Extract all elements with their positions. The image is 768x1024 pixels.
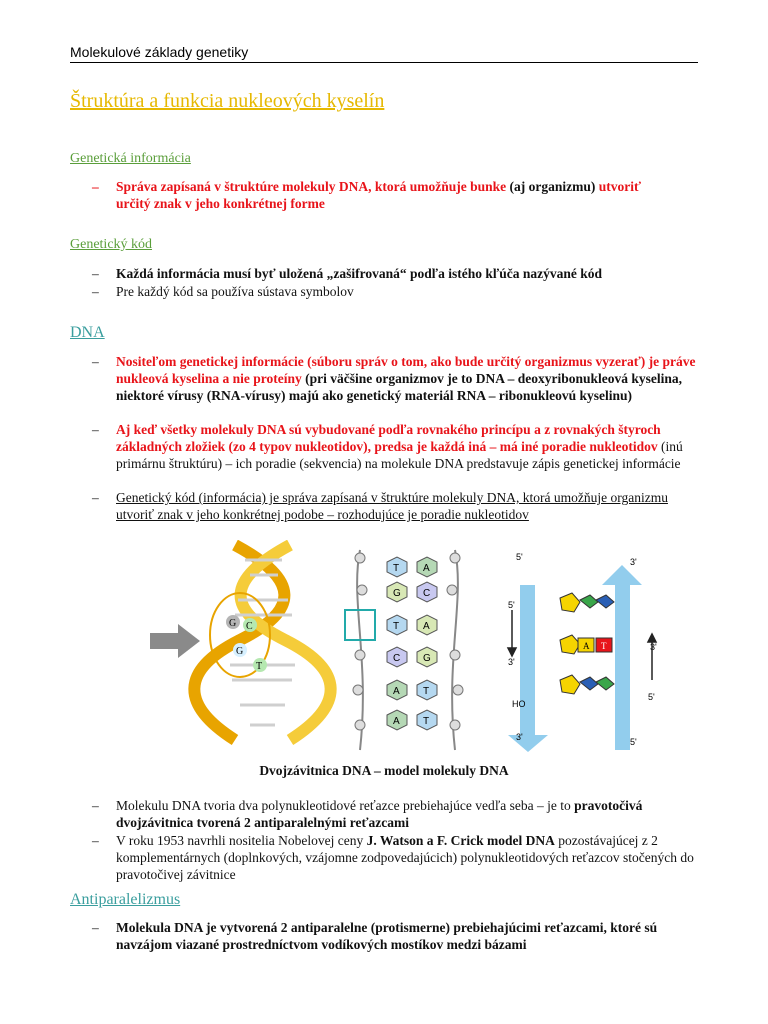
label-t: T [256,661,263,672]
label-3prime: 3' [650,642,657,652]
label-c: C [246,621,253,632]
label-t: T [393,621,400,632]
heading-antiparalelizmus: Antiparalelizmus [70,891,181,908]
label-a: A [393,686,400,697]
label-c: C [393,653,401,664]
figure-caption: Dvojzávitnica DNA – model molekuly DNA [259,763,509,778]
nucleotide-ladder [345,550,463,750]
page-header: Molekulové základy genetiky [70,44,249,60]
list-item [92,919,702,953]
label-t: T [601,641,607,651]
text-bold: J. Watson a F. Crick model DNA [366,833,555,848]
label-5prime: 5' [630,737,637,747]
text-red: Správa zapísaná v štruktúre molekuly DNA, ktorá umožňuje bunke [116,179,507,194]
item-text: Molekula DNA je vytvorená 2 antiparalelne (protismerne) prebiehajúcimi reťazcami, ktoré sú navzájom viazané prostredníctvom vodíkových mostíkov medzi bázami [116,920,658,952]
label-3prime: 3' [516,732,523,742]
text-bold: pravotočivá dvojzávitnica tvorená 2 antiparalelnými reťazcami [116,798,643,830]
heading-dna: DNA [70,324,105,341]
list-item [92,489,702,523]
label-a: A [393,716,400,727]
list-item [92,353,702,404]
bullet-dash: – [92,798,99,813]
label-g: G [236,646,244,657]
text-bold: (aj organizmu) [506,179,599,194]
bullet-dash: – [92,833,99,848]
text-red: utvoriť [598,179,642,194]
bullet-dash: – [92,266,99,281]
text-red: určitý znak v jeho konkrétnej forme [116,196,325,211]
heading-geneticky-kod: Genetický kód [70,237,153,252]
list-item [92,832,702,883]
heading-geneticka-informacia: Genetická informácia [70,151,191,166]
list-item [92,283,702,300]
bullet-dash: – [92,422,99,437]
label-ho: HO [512,699,526,709]
text-normal: Molekulu DNA tvoria dva polynukleotidové reťazce prebiehajúce vedľa seba – je to [116,798,575,813]
item-text: Genetický kód (informácia) je správa zapísaná v štruktúre molekuly DNA, ktorá umožňuje organizmu utvoriť znak v jeho konkrétnej podobe – rozhodujúce je poradie nukleotidov [116,490,668,522]
label-a: A [423,563,430,574]
bullet-dash: – [92,920,99,935]
label-g: G [229,618,237,629]
list-item [92,421,702,472]
text-normal: V roku 1953 navrhli nositelia Nobelovej ceny [116,833,367,848]
label-t: T [393,563,400,574]
list-item [92,265,702,282]
list-item [92,797,702,831]
dna-illustrations [0,540,768,755]
double-helix [194,545,330,740]
label-5prime: 5' [508,600,515,610]
bullet-dash: – [92,490,99,505]
bullet-dash: – [92,179,99,194]
label-a: A [423,621,430,632]
label-5prime: 5' [516,552,523,562]
label-t: T [423,686,430,697]
bullet-dash: – [92,284,99,299]
label-5prime: 5' [648,692,655,702]
bullet-dash: – [92,354,99,369]
item-text: Každá informácia musí byť uložená „zašifrovaná“ podľa istého kľúča nazývané kód [116,266,602,281]
text-normal: (inú primárnu štruktúru) – ich poradie (sekvencia) na molekule DNA predstavuje zápis genetickej informácie [116,439,683,471]
label-3prime: 3' [630,557,637,567]
text-red: Aj keď všetky molekuly DNA sú vybudované podľa rovnakého princípu a z rovnakých štyroch základných zložiek (zo 4 typov nukleotidov), predsa je každá iná – má iné poradie nukleotidov [116,422,661,454]
text-normal: pozostávajúcej z 2 komplementárnych (doplnkových, vzájomne zodpovedajúcich) polynukleotidových reťazcov stočených do pravotočivej závitnice [116,833,694,882]
text-red: Nositeľom genetickej informácie (súboru správ o tom, ako bude určitý organizmus vyzerať) je práve nukleová kyselina a nie proteíny [116,354,696,386]
text-bold: (pri väčšine organizmov je to DNA – deoxyribonukleová kyselina, niektoré vírusy (RNA-vírusy) majú ako genetický materiál RNA – ribonukleovú kyselinu) [116,371,683,403]
label-c: C [423,588,431,599]
header-divider [70,62,698,63]
label-g: G [423,653,431,664]
label-3prime: 3' [508,657,515,667]
list-item [92,178,702,212]
antiparallel-diagram [508,552,657,752]
dna-figure [0,540,768,755]
page-title: Štruktúra a funkcia nukleových kyselín [70,90,385,112]
label-g: G [393,588,401,599]
item-text: Pre každý kód sa používa sústava symbolov [116,284,354,299]
label-t: T [423,716,430,727]
label-a: A [583,641,590,651]
arrow-icon [150,624,200,658]
